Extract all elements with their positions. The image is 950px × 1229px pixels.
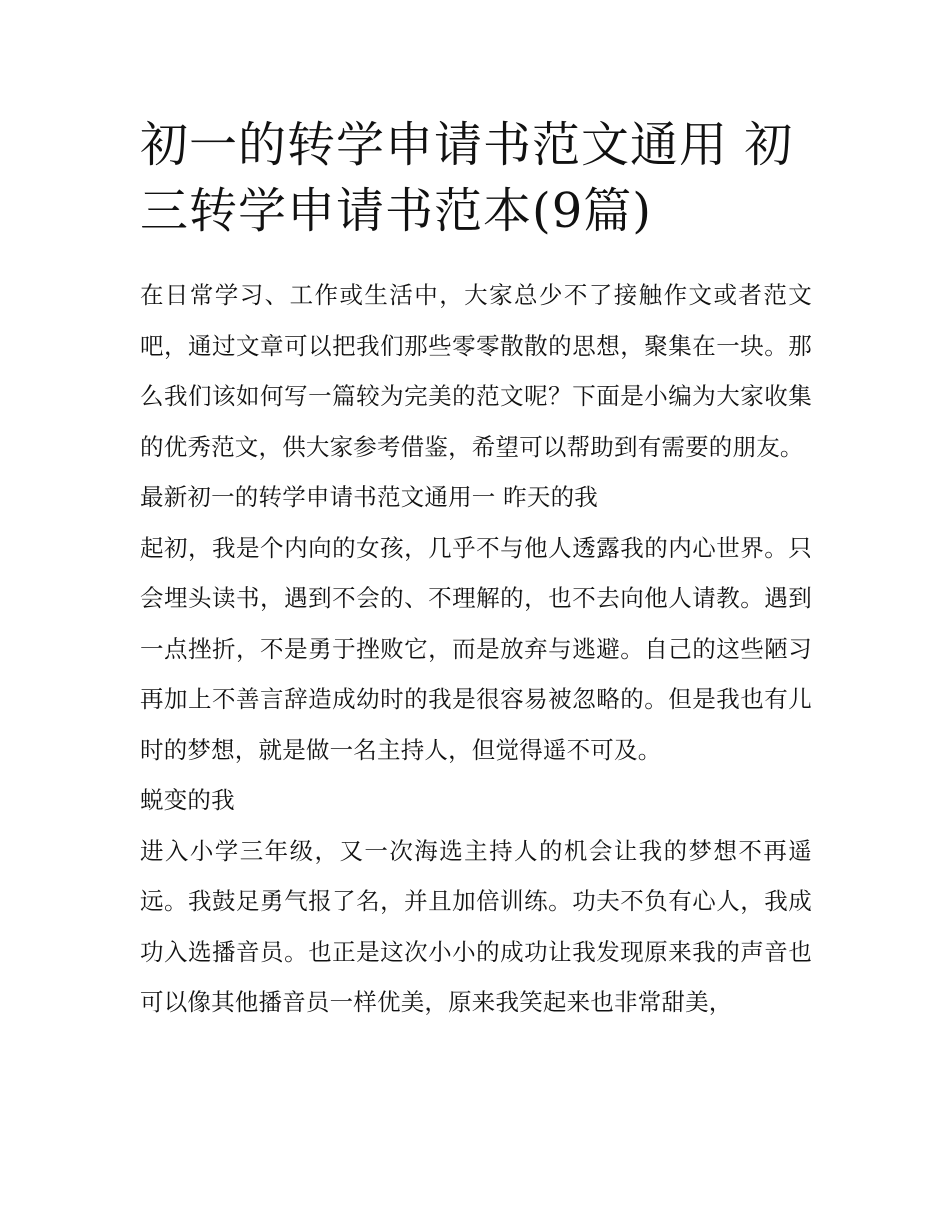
subheading: 蜕变的我: [140, 786, 235, 814]
document-page: [140, 112, 812, 1028]
body-paragraph-2: 进入小学三年级，又一次海选主持人的机会让我的梦想不再遥远。我鼓足勇气报了名，并且加倍训练。功夫不负有心人，我成功入选播音员。也正是这次小小的成功让我发现原来我的声音也可以像其他播音员一样优美，原来我笑起来也非常甜美，: [140, 836, 812, 1016]
intro-paragraph: 在日常学习、工作或生活中，大家总少不了接触作文或者范文吧，通过文章可以把我们那些零零散散的思想，聚集在一块。那么我们该如何写一篇较为完美的范文呢？下面是小编为大家收集的优秀范文，供大家参考借鉴，希望可以帮助到有需要的朋友。: [140, 281, 812, 461]
section-heading: 最新初一的转学申请书范文通用一 昨天的我: [140, 483, 598, 511]
body-paragraph-1: 起初，我是个内向的女孩，几乎不与他人透露我的内心世界。只会埋头读书，遇到不会的、不理解的，也不去向他人请教。遇到一点挫折，不是勇于挫败它，而是放弃与逃避。自己的这些陋习再加上不善言辞造成幼时的我是很容易被忽略的。但是我也有儿时的梦想，就是做一名主持人，但觉得遥不可及。: [140, 533, 812, 764]
document-title: 初一的转学申请书范文通用 初三转学申请书范本(9篇): [140, 117, 794, 239]
document-body: [140, 270, 812, 1028]
